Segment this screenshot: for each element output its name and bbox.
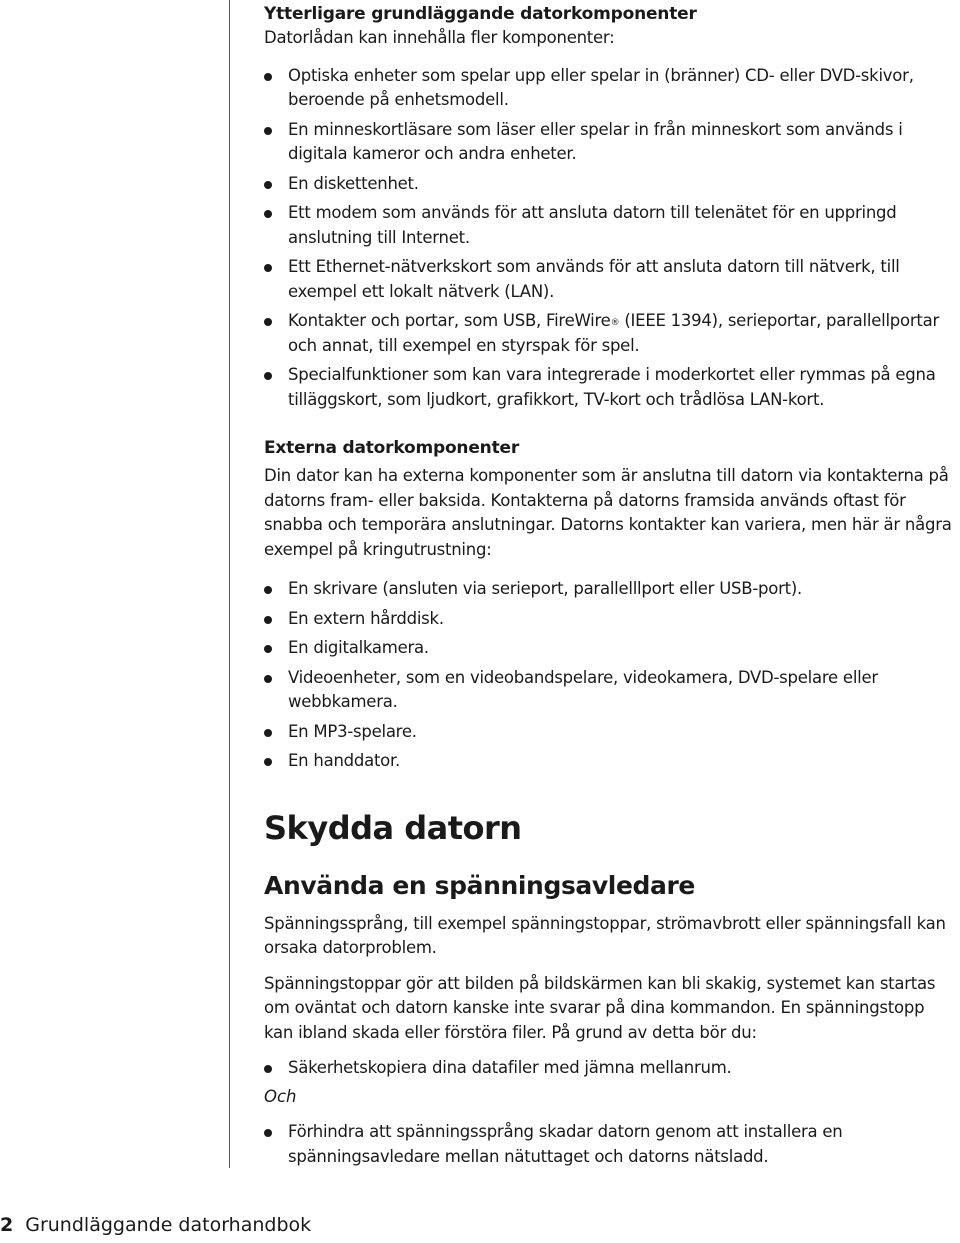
list-item: Ett modem som används för att ansluta datorn till telenätet för en uppringd anslutning till Internet. bbox=[264, 201, 954, 250]
paragraph: Spänningssprång, till exempel spänningstoppar, strömavbrott eller spänningsfall kan orsaka datorproblem. bbox=[264, 913, 946, 957]
list-item: Specialfunktioner som kan vara integrerade i moderkortet eller rymmas på egna tilläggskort, som ljudkort, grafikkort, TV-kort och trådlösa LAN-kort. bbox=[264, 363, 954, 412]
bullet-icon bbox=[264, 264, 272, 272]
external-components-list bbox=[264, 577, 954, 774]
section-intro: Din dator kan ha externa komponenter som är anslutna till datorn via kontakterna på datorns fram- eller baksida. Kontakterna på datorns framsida används oftast för snabba och temporära anslutningar. Datorns kontakter kan variera, men här är några exempel på kringutrustning: bbox=[264, 466, 952, 559]
list-item: Ett Ethernet-nätverkskort som används för att ansluta datorn till nätverk, till exempel ett lokalt nätverk (LAN). bbox=[264, 255, 954, 304]
page-number: 2 bbox=[0, 1214, 14, 1236]
list-item: En diskettenhet. bbox=[264, 172, 954, 197]
chapter-subtitle: Använda en spänningsavledare bbox=[264, 870, 695, 900]
list-item: En MP3-spelare. bbox=[264, 720, 954, 745]
bullet-icon bbox=[264, 758, 272, 766]
bullet-icon bbox=[264, 586, 272, 594]
section-heading-external-components: Externa datorkomponenter bbox=[264, 438, 520, 458]
book-title: Grundläggande datorhandbok bbox=[25, 1214, 312, 1236]
bullet-icon bbox=[264, 73, 272, 81]
list-item: En digitalkamera. bbox=[264, 636, 954, 661]
bullet-icon bbox=[264, 210, 272, 218]
conjunction-text: Och bbox=[264, 1086, 297, 1106]
bullet-icon bbox=[264, 127, 272, 135]
bullet-icon bbox=[264, 318, 272, 326]
bullet-icon bbox=[264, 675, 272, 683]
section-intro: Datorlådan kan innehålla fler komponenter: bbox=[264, 28, 615, 47]
list-item: En handdator. bbox=[264, 749, 954, 774]
list-item: Säkerhetskopiera dina datafiler med jämna mellanrum. bbox=[264, 1056, 954, 1081]
protection-list-1 bbox=[264, 1056, 954, 1081]
list-item: Kontakter och portar, som USB, FireWire® (IEEE 1394), serieportar, parallellportar och annat, till exempel en styrspak för spel. bbox=[264, 309, 954, 358]
bullet-icon bbox=[264, 616, 272, 624]
list-item: Optiska enheter som spelar upp eller spelar in (bränner) CD- eller DVD-skivor, beroende på enhetsmodell. bbox=[264, 64, 954, 113]
list-item: En skrivare (ansluten via serieport, parallelllport eller USB-port). bbox=[264, 577, 954, 602]
chapter-title: Skydda datorn bbox=[264, 808, 522, 847]
page-content bbox=[264, 0, 954, 1169]
margin-rule bbox=[229, 0, 230, 1168]
list-item: En minneskortläsare som läser eller spelar in från minneskort som används i digitala kameror och andra enheter. bbox=[264, 118, 954, 167]
bullet-icon bbox=[264, 1129, 272, 1137]
paragraph: Spänningstoppar gör att bilden på bildskärmen kan bli skakig, systemet kan startas om oväntat och datorn kanske inte svarar på dina kommandon. En spänningstopp kan ibland skada eller förstöra filer. På grund av detta bör du: bbox=[264, 973, 936, 1042]
list-item: Videoenheter, som en videobandspelare, videokamera, DVD-spelare eller webbkamera. bbox=[264, 666, 954, 715]
registered-mark: ® bbox=[610, 318, 620, 328]
bullet-icon bbox=[264, 372, 272, 380]
protection-list-2 bbox=[264, 1120, 954, 1169]
list-item: En extern hårddisk. bbox=[264, 607, 954, 632]
bullet-icon bbox=[264, 645, 272, 653]
section-heading-additional-components: Ytterligare grundläggande datorkomponenter bbox=[264, 4, 697, 24]
bullet-icon bbox=[264, 1065, 272, 1073]
list-item: Förhindra att spänningssprång skadar datorn genom att installera en spänningsavledare mellan nätuttaget och datorns nätsladd. bbox=[264, 1120, 954, 1169]
bullet-icon bbox=[264, 729, 272, 737]
bullet-icon bbox=[264, 181, 272, 189]
internal-components-list bbox=[264, 64, 954, 413]
page-footer bbox=[0, 1214, 311, 1236]
